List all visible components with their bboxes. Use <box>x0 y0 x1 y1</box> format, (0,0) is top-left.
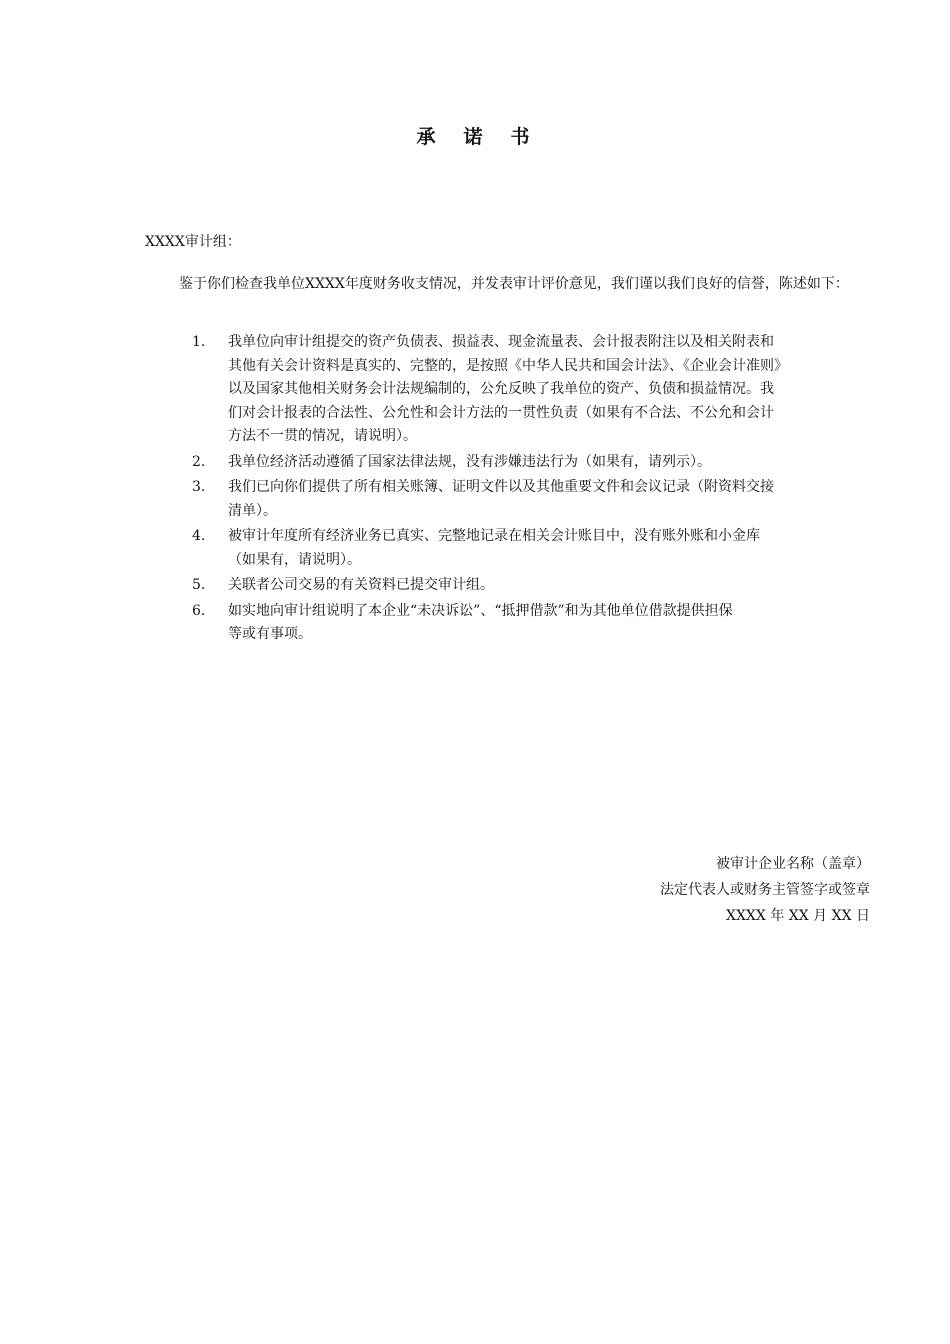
list-item-text <box>228 574 875 598</box>
title-char: 承 <box>416 126 440 148</box>
list-item-line: 方法不一贯的情况，请说明）。 <box>228 428 417 444</box>
list-item-line: （如果有，请说明）。 <box>228 551 361 568</box>
list-item-line: 我单位向审计组提交的资产负债表、损益表、现金流量表、会计报表附注以及相关附表和 <box>228 334 774 350</box>
list-item-line: 我单位经济活动遵循了国家法律法规，没有涉嫌违法行为（如果有，请列示）。 <box>228 453 711 470</box>
list-item-number: 6. <box>192 602 206 619</box>
intro-paragraph: 鉴于你们检查我单位XXXX年度财务收支情况，并发表审计评价意见，我们谨以我们良好的信誉，陈述如下： <box>179 276 849 292</box>
addressee: XXXX审计组： <box>145 234 241 250</box>
list-item-text <box>228 476 875 523</box>
list-item-line: 等或有事项。 <box>228 626 312 642</box>
representative-line: 法定代表人或财务主管签字或签章 <box>660 882 870 898</box>
list-item <box>145 525 875 572</box>
company-seal-line: 被审计企业名称（盖章） <box>716 856 870 872</box>
list-item <box>145 600 875 647</box>
list-item-line: 关联者公司交易的有关资料已提交审计组。 <box>228 577 494 593</box>
list-item-number: 3. <box>192 479 206 495</box>
list-item-text <box>228 525 875 572</box>
list-item-line: 我们已向你们提供了所有相关账簿、证明文件以及其他重要文件和会议记录（附资料交接 <box>228 479 774 495</box>
title-char: 诺 <box>463 126 487 148</box>
list-item-text <box>228 331 875 449</box>
list-item <box>145 331 875 449</box>
list-item-number: 2. <box>192 453 206 470</box>
document-title <box>0 122 950 149</box>
list-item-number: 1. <box>192 334 206 350</box>
title-char: 书 <box>510 126 534 148</box>
signature-block <box>660 851 870 929</box>
list-item-line: 被审计年度所有经济业务已真实、完整地记录在相关会计账目中，没有账外账和小金库 <box>228 528 760 544</box>
list-item-line: 如实地向审计组说明了本企业“未决诉讼”、“抵押借款”和为其他单位借款提供担保 <box>228 602 733 619</box>
list-item-text <box>228 600 875 647</box>
list-item-text <box>228 451 875 475</box>
list-item-number: 4. <box>192 528 206 544</box>
list-item-number: 5. <box>192 577 206 593</box>
list-item-line: 们对会计报表的合法性、公允性和会计方法的一贯性负责（如果有不合法、不公允和会计 <box>228 404 774 421</box>
list-item <box>145 574 875 598</box>
list-item-line: 其他有关会计资料是真实的、完整的，是按照《中华人民共和国会计法》、《企业会计准则》 <box>228 357 788 374</box>
list-item-line: 以及国家其他相关财务会计法规编制的，公允反映了我单位的资产、负债和损益情况。我 <box>228 381 774 397</box>
list-item <box>145 476 875 523</box>
list-item <box>145 451 875 475</box>
list-item-line: 清单）。 <box>228 502 277 519</box>
commitment-list <box>145 331 875 649</box>
date-line: XXXX 年 XX 月 XX 日 <box>726 908 870 924</box>
